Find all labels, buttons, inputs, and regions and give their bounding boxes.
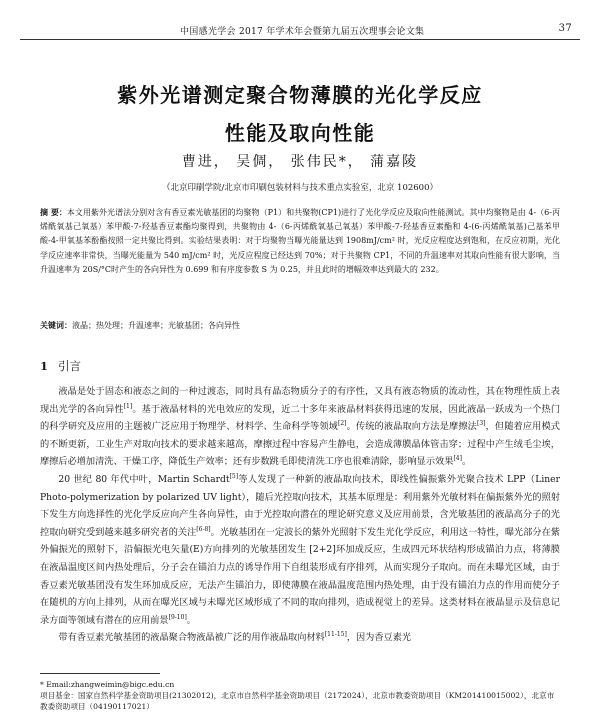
abstract bbox=[40, 206, 560, 277]
abstract-label: 摘 要： bbox=[40, 208, 67, 217]
text-run: 。 bbox=[186, 614, 196, 626]
footnote-divider bbox=[40, 673, 160, 674]
paragraph bbox=[40, 629, 560, 647]
keywords bbox=[40, 320, 560, 331]
text-run: ，因为香豆素光 bbox=[346, 632, 412, 644]
paper-title-line-2: 性能及取向性能 bbox=[224, 121, 376, 145]
section-number: 1 bbox=[40, 359, 49, 373]
footnote-funding: 项目基金：国家自然科学基金资助项目(21302012)，北京市自然科学基金资助项目（2172024），北京市教委资助项目（KM201410015002），北京市教委资助项目（04190117021） bbox=[40, 691, 555, 711]
text-run: 。传统的液晶取向方法是摩擦法 bbox=[346, 421, 477, 433]
text-run: 。光敏基团在一定波长的紫外光照射下发生光化学反应，利用这一特性，曝光部分在紫外偏振光的照射下，沿偏振光电矢量(E)方向排列的光敏基团发生 [2+2]环加成反应，生成四元环状结构形成锚泊力点，将薄膜在液晶温度区间内热处理后，分子会在锚泊力点的诱导作用下自组装形成有序排列，从而实现分子取向。而在未曝光区域，由于香豆素光敏基团没有发生环加成反应，无法产生锚泊力，即使薄膜在液晶温度范围内热处理，由于没有锚泊力点的作用而使分子在随机的方向上排列，从而在曝光区域与未曝光区域形成了不同的取向排列，造成视觉上的差异。这类材料在液晶显示及信息记录方面等领域有潜在的应用前景 bbox=[40, 526, 561, 626]
text-run: 20 世纪 80 年代中叶，Martin Schardt bbox=[58, 473, 230, 485]
page-number: 37 bbox=[558, 23, 572, 34]
citation: [2] bbox=[338, 420, 347, 428]
citation: [6-8] bbox=[196, 525, 211, 533]
citation: [11-15] bbox=[324, 631, 347, 639]
citation: [5] bbox=[229, 472, 239, 480]
footnote bbox=[40, 679, 560, 712]
paragraph bbox=[40, 471, 560, 629]
citation: [9-10] bbox=[168, 613, 187, 621]
citation: [3] bbox=[477, 420, 486, 428]
paper-title-line-1: 紫外光谱测定聚合物薄膜的光化学反应 bbox=[117, 83, 483, 107]
text-run: 。 bbox=[461, 456, 472, 468]
citation: [4] bbox=[453, 455, 462, 463]
text-run: 液晶是处于固态和液态之间的一种过渡态，同时具有晶态物质分子的有序性，又具有液态物质的流动性，其在物理性质上表现出光学的各向异性 bbox=[40, 386, 560, 415]
text-run: 。基于液晶材料的光电效应的发现，近二十多年来液晶材料获得迅速的发展，因此液晶一跃成为一个热门的科学研究及应用的主题被广泛应用于物理学、材料学、生命科学等领域 bbox=[40, 403, 561, 433]
footnote-email: * Email:zhangweimin@bigc.edu.cn bbox=[40, 680, 175, 689]
text-run: 等人发现了一种新的液晶取向技术，即线性偏振紫外光聚合技术 LPP（Liner Photo-polymerization by polarized UV light），随后光控取向技术，其基本原理是：利用紫外光敏材料在偏振紫外光的照射下发生方向选择性的光化学反应向产生各向异性，由于光控取向潜在的理论研究意义及应用前景，含光敏基团的液晶高分子的光控取向研究受到越来越多研究者的关注 bbox=[40, 473, 561, 538]
section-heading bbox=[40, 358, 81, 374]
abstract-text: 本文用紫外光谱法分别对含有香豆素光敏基团的均聚物（P1）和共聚物(CP1)进行了光化学反应及取向性能测试。其中均聚物是由 4-（6-丙烯酰氧基己氧基）苯甲酸-7-羟基香豆素酯均聚得到，共聚物由 4-（6-丙烯酰氧基己氧基）苯甲酸-7-羟基香豆素酯和 4-(6-丙烯酰氧基)己基苯甲酸-4-甲氧基苯酚酯按照一定共聚比得到。实验结果表明：对于均聚物当曝光能量达到 1908mJ/cm² 时，光反应程度达到饱和，在反应初期，光化学反应速率非常快，当曝光能量为 540 mJ/cm² 时，光反应程度已经达到 70%；对于共聚物 CP1，不同的升温速率对其取向性能有很大影响，当升温速率为 20S/°C时产生的各向异性为 0.699 和有序度参数 S 为 0.25，并且此时的增幅效率达到最大的 232。 bbox=[40, 208, 560, 274]
paragraph bbox=[40, 383, 560, 471]
affiliation: （北京印刷学院/北京市印刷包装材料与技术重点实验室，北京 102600） bbox=[161, 183, 439, 193]
conference-name: 中国感光学会 2017 年学术年会暨第九届五次理事会论文集 bbox=[180, 27, 425, 37]
citation: [1] bbox=[123, 402, 133, 410]
text-run: ，但随着应用模式的不断更新，工业生产对取向技术的要求越来越高，摩擦过程中容易产生静电，会造成薄膜晶体管击穿；过程中产生绒毛尘埃，摩擦后必增加清洗、干燥工序，降低生产效率；还有步数跳毛即使清洗工序也很难清除，影响显示效果 bbox=[40, 421, 560, 468]
keywords-text: 液晶；热处理；升温速率；光敏基团；各向异性 bbox=[72, 321, 240, 330]
running-header bbox=[20, 19, 580, 40]
text-run: 带有香豆素光敏基团的液晶聚合物液晶被广泛的用作液晶取向材料 bbox=[58, 632, 325, 644]
author-list: 曹进， 吴倜， 张伟民*， 蒲嘉陵 bbox=[181, 154, 419, 170]
section-title: 引言 bbox=[58, 359, 82, 373]
keywords-label: 关键词： bbox=[40, 321, 72, 330]
body-text bbox=[40, 383, 560, 647]
